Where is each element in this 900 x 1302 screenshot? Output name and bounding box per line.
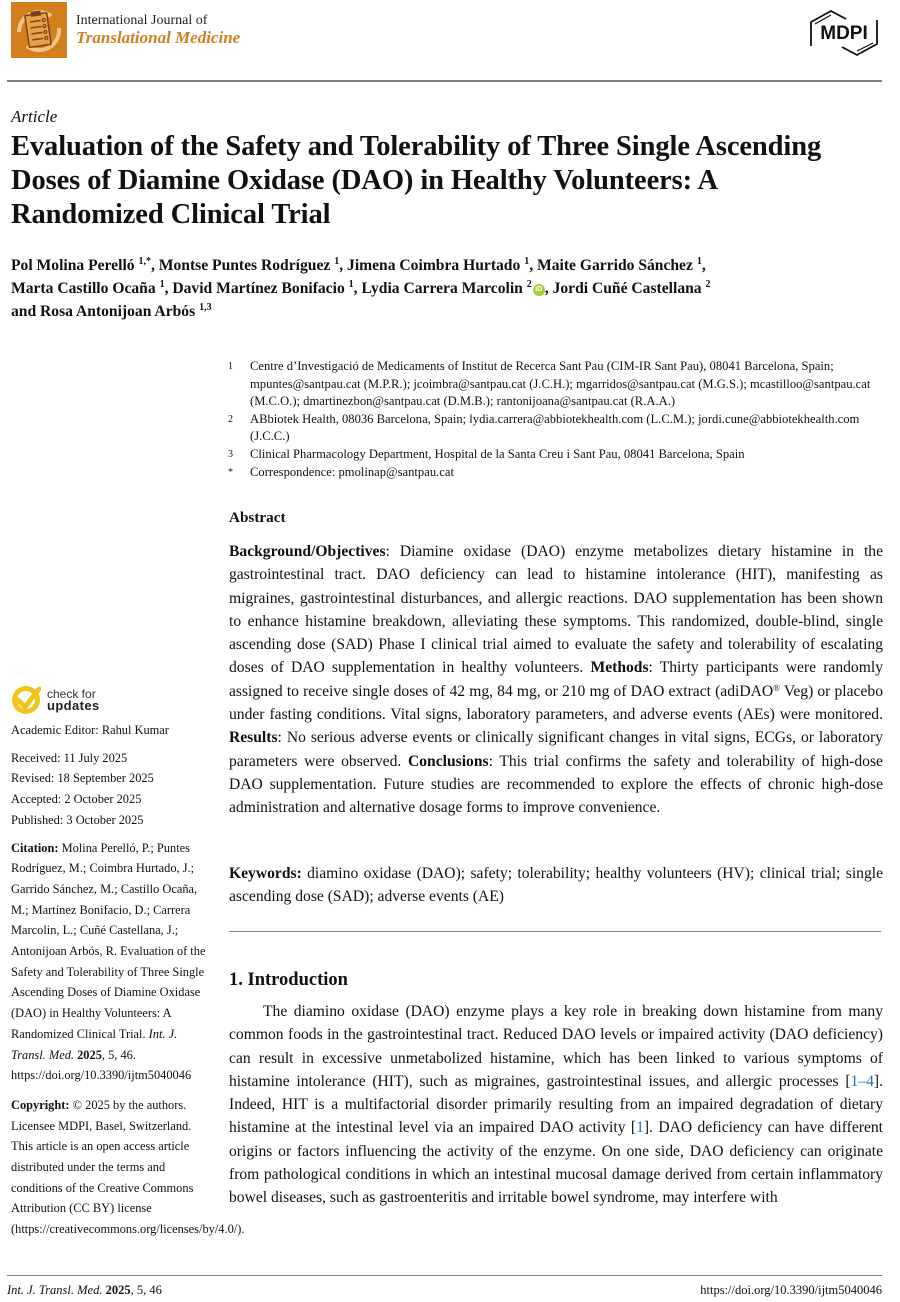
introduction-paragraph: The diamino oxidase (DAO) enzyme plays a key role in breaking down histamine from many common foods in the gastrointestinal tract. Reduced DAO levels or impaired activity (DAO deficiency) can result in excessive unmetabolized histamine, which has been linked to various symptoms of histamine intolerance (HIT), such as migraines, gastrointestinal issues, and allergic processes [1–4]. Indeed, HIT is a multifactorial disorder primarily resulting from an impaired degradation of dietary histamine at the intestinal level via an impaired DAO activity [1]. DAO deficiency can have different origins or factors influencing the activity of the enzyme. On one side, DAO deficiency can originate from pathological conditions in which an intestinal mucosal damage derived from certain inflammatory bowel diseases, such as gastroenteritis and irritable bowel syndrome, may interfere with — [229, 1003, 883, 1207]
citation-link[interactable]: 1–4 — [850, 1072, 874, 1090]
affiliation-item: 2 ABbiotek Health, 08036 Barcelona, Spain; lydia.carrera@abbiotekhealth.com (L.C.M.); jordi.cune@abbiotekhealth.com (J.C.C.) — [228, 411, 860, 444]
author[interactable]: Rosa Antonijoan Arbós $^{1,3}$ — [40, 302, 212, 320]
publication-dates — [11, 748, 211, 831]
date-published: Published: 3 October 2025 — [11, 812, 144, 827]
keywords-text: diamino oxidase (DAO); safety; tolerability; healthy volunteers (HV); clinical trial; single ascending dose (SAD); adverse events (AE) — [229, 865, 883, 906]
page-header — [0, 0, 900, 82]
journal-name-line1: International Journal of — [76, 13, 208, 28]
footer-citation: Int. J. Transl. Med. 2025, 5, 46 — [7, 1283, 162, 1297]
article-sidebar — [11, 684, 245, 1249]
header-divider — [7, 80, 882, 82]
keywords-label: Keywords: — [229, 865, 302, 882]
affiliations — [228, 358, 888, 481]
author[interactable]: Jimena Coimbra Hurtado $^1$ — [347, 256, 530, 274]
copyright-block: Copyright: © 2025 by the authors. Licensee MDPI, Basel, Switzerland. This article is an open access article distributed under the terms and conditions of the Creative Commons Attribution (CC BY) license (https://creativecommons.org/licenses/by/4.0/). — [11, 1097, 245, 1237]
author[interactable]: Pol Molina Perelló $^{1,*}$ — [11, 256, 151, 274]
footer-doi-link[interactable]: https://doi.org/10.3390/ijtm5040046 — [700, 1283, 882, 1297]
author[interactable]: Jordi Cuñé Castellana $^2$ — [552, 279, 711, 297]
academic-editor: Academic Editor: Rahul Kumar — [11, 723, 169, 737]
article-type: Article — [11, 107, 58, 126]
journal-name-line2: Translational Medicine — [76, 28, 241, 47]
citation-link[interactable]: 1 — [636, 1119, 644, 1137]
journal-name[interactable] — [76, 12, 240, 46]
abstract-heading: Abstract — [229, 509, 286, 526]
date-revised: Revised: 18 September 2025 — [11, 771, 154, 786]
author-list: Pol Molina Perelló $^{1,*}$, Montse Puntes Rodríguez $^1$, Jimena Coimbra Hurtado $^1$, Maite Garrido Sánchez $^1$, Marta Castillo Ocaña $^1$, David Martínez Bonifacio $^1$, Lydia Carrera Marcolin $^2$ iD , Jordi Cuñé Castellana $^2$ and Rosa Antonijoan Arbós $^{1,3}$ — [11, 256, 711, 320]
check-for-updates-icon — [11, 685, 41, 715]
abstract-body: Background/Objectives: Diamine oxidase (DAO) enzyme metabolizes dietary histamine in the gastrointestinal tract. DAO deficiency can lead to histamine intolerance (HIT), manifesting as migraines, gastrointestinal disturbances, and allergic reactions. DAO supplementation has been shown to enhance histamine breakdown, alleviating these symptoms. This randomized, double-blind, single ascending dose (SAD) Phase I clinical trial aimed to evaluate the safety and tolerability of escalating doses of DAO supplementation in healthy volunteers. Methods: Thirty participants were randomly assigned to receive single doses of 42 mg, 84 mg, or 210 mg of DAO extract (adiDAO® Veg) or placebo under fasting conditions. Vital signs, laboratory parameters, and adverse events (AEs) were monitored. Results: No serious adverse events or clinically significant changes in vital signs, ECGs, or laboratory parameters were observed. Conclusions: This trial confirms the safety and tolerability of high-dose DAO supplementation. Future studies are recommended to explore the effects of chronic high-dose administration and alternative dosage forms to improve convenience. — [229, 543, 883, 817]
date-received: Received: 11 July 2025 — [11, 750, 128, 765]
journal-logo-icon[interactable] — [11, 2, 67, 58]
author[interactable]: Marta Castillo Ocaña $^1$ — [11, 279, 165, 297]
correspondence: * Correspondence: pmolinap@santpau.cat — [228, 464, 454, 479]
keywords — [229, 862, 883, 909]
date-accepted: Accepted: 2 October 2025 — [11, 792, 142, 807]
section-divider — [229, 931, 881, 932]
affiliation-item: 3 Clinical Pharmacology Department, Hospital de la Santa Creu i Sant Pau, 08041 Barcelona, Spain — [228, 446, 745, 461]
footer-divider — [7, 1275, 882, 1276]
affiliation-item: 1 Centre d’Investigació de Medicaments of Institut de Recerca Sant Pau (CIM-IR Sant Pau), 08041 Barcelona, Spain; mpuntes@santpau.cat (M.P.R.); jcoimbra@santpau.cat (J.C.H.); mgarridos@santpau.cat (M.G.S.); mcastilloo@santpau.cat (M.C.O.); dmartinezbon@santpau.cat (D.M.B.); rantonijoana@santpau.cat (R.A.A.) — [228, 359, 871, 409]
section-heading-introduction: 1. Introduction — [229, 970, 348, 990]
author[interactable]: Lydia Carrera Marcolin $^2$ iD — [361, 280, 544, 297]
article-title: Evaluation of the Safety and Tolerability of Three Single Ascending Doses of Diamine Oxidase (DAO) in Healthy Volunteers: A Randomized Clinical Trial — [11, 131, 822, 230]
author[interactable]: David Martínez Bonifacio $^1$ — [172, 279, 354, 297]
author[interactable]: Montse Puntes Rodríguez $^1$ — [158, 256, 340, 274]
author[interactable]: Maite Garrido Sánchez $^1$ — [536, 256, 702, 274]
citation-block: Citation: Molina Perelló, P.; Puntes Rodríguez, M.; Coimbra Hurtado, J.; Garrido Sánchez, M.; Castillo Ocaña, M.; Martínez Bonifacio, D.; Carrera Marcolin, L.; Cuñé Castellana, J.; Antonijoan Arbós, R. Evaluation of the Safety and Tolerability of Three Single Ascending Doses of Diamine Oxidase (DAO) in Healthy Volunteers: A Randomized Clinical Trial. Int. J. Transl. Med. 2025, 5, 46. https://doi.org/10.3390/ijtm5040046 — [11, 840, 206, 1083]
orcid-icon[interactable]: iD — [533, 284, 545, 296]
check-for-updates-button[interactable]: check for updates — [11, 684, 211, 716]
mdpi-logo-icon[interactable] — [806, 8, 882, 58]
author-conjunction: and — [11, 303, 41, 320]
svg-text:MDPI: MDPI — [820, 23, 868, 44]
